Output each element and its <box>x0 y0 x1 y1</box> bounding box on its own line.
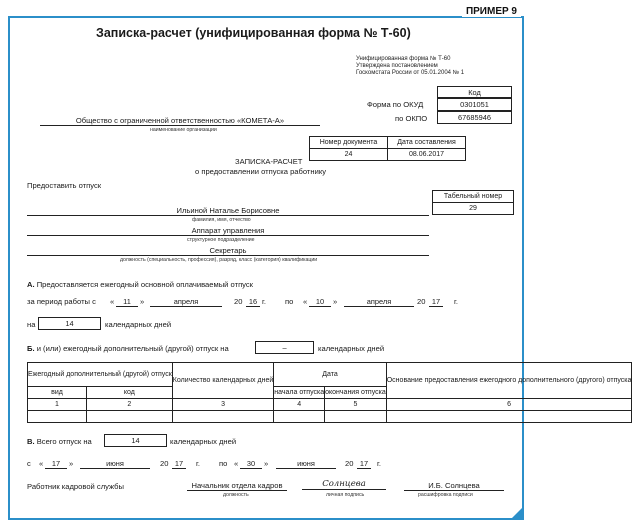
section-a-days-unit: календарных дней <box>105 320 172 329</box>
table-empty-cell <box>386 411 632 423</box>
section-b-days-unit: календарных дней <box>318 344 385 353</box>
doc-date-header: Дата составления <box>388 137 466 149</box>
col-date-end: окончания отпуска <box>325 387 387 399</box>
employee-position-caption: должность (специальность, профессия), разряд, класс (категория) квалификации <box>120 257 318 263</box>
organization-caption: наименование организации <box>150 127 217 133</box>
col-number-3: 3 <box>172 399 273 411</box>
quote-open: « <box>39 459 44 468</box>
table-empty-cell <box>86 411 172 423</box>
section-a-period-prefix: за период работы с <box>27 297 96 306</box>
doc-number-header: Номер документа <box>310 137 388 149</box>
section-v-from-month: июня <box>80 459 150 469</box>
col-number-2: 2 <box>86 399 172 411</box>
section-a-from-day: 11 <box>116 297 138 307</box>
approval-line-1: Унифицированная форма № Т-60 <box>356 56 451 62</box>
col-number-6: 6 <box>386 399 632 411</box>
doc-title: ЗАПИСКА-РАСЧЕТ <box>235 157 303 166</box>
tab-number-header: Табельный номер <box>433 191 514 203</box>
table-empty-cell <box>274 411 325 423</box>
okud-value: 0301051 <box>437 98 512 111</box>
page-fold-corner <box>510 506 524 520</box>
section-v-days-value: 14 <box>104 434 167 447</box>
approval-line-3: Госкомстата России от 05.01.2004 № 1 <box>356 70 465 76</box>
table-empty-cell <box>325 411 387 423</box>
section-v-from-year-prefix: 20 <box>160 459 169 468</box>
employee-name: Ильиной Наталье Борисовне <box>27 206 429 216</box>
table-empty-cell <box>172 411 273 423</box>
quote-open: « <box>234 459 239 468</box>
section-b-days-value: – <box>255 341 314 354</box>
example-tag: ПРИМЕР 9 <box>462 6 521 17</box>
col-basis: Основание предоставления ежегодного дополнительного (другого) отпуска <box>386 363 632 399</box>
section-a-to-year-suffix: г. <box>454 297 458 306</box>
section-v-year-suffix: г. <box>196 459 200 468</box>
col-number-4: 4 <box>274 399 325 411</box>
col-days-count: Количество календарных дней <box>172 363 273 399</box>
employee-department-caption: структурное подразделение <box>187 237 255 243</box>
table-empty-cell <box>28 411 87 423</box>
section-v-from-year: 17 <box>172 459 186 469</box>
quote-close: » <box>333 297 338 306</box>
section-a-from-year-prefix: 20 <box>234 297 243 306</box>
section-v-to-year: 17 <box>357 459 371 469</box>
employee-department: Аппарат управления <box>27 226 429 236</box>
grant-label: Предоставить отпуск <box>27 181 102 190</box>
section-a-from-year: 16 <box>246 297 260 307</box>
col-date: Дата <box>274 363 386 387</box>
section-a-to-month: апреля <box>344 297 414 307</box>
okpo-label: по ОКПО <box>395 114 428 123</box>
additional-leave-table <box>27 362 632 423</box>
section-a-na: на <box>27 320 36 329</box>
col-number-5: 5 <box>325 399 387 411</box>
section-v-to-day: 30 <box>240 459 262 469</box>
section-v-days-unit: календарных дней <box>170 437 237 446</box>
quote-open: « <box>303 297 308 306</box>
section-a-year-suffix: г. <box>262 297 266 306</box>
employee-position: Секретарь <box>27 246 429 256</box>
organization-name: Общество с ограниченной ответственностью «КОМЕТА-А» <box>40 116 320 126</box>
approval-line-2: Утверждена постановлением <box>356 63 438 69</box>
signature-name: И.Б. Солнцева <box>404 481 504 491</box>
section-v-to-month: июня <box>276 459 336 469</box>
signature-position-caption: должность <box>223 492 249 498</box>
tab-number-value: 29 <box>433 203 514 215</box>
quote-open: « <box>110 297 115 306</box>
doc-number-value: 24 <box>310 149 388 161</box>
okud-label: Форма по ОКУД <box>367 100 424 109</box>
codes-header: Код <box>437 86 512 98</box>
doc-date-value: 08.06.2017 <box>388 149 466 161</box>
section-a-heading: А. Предоставляется ежегодный основной оплачиваемый отпуск <box>27 280 254 289</box>
section-a-from-month: апреля <box>150 297 222 307</box>
col-leave-kind: вид <box>28 387 87 399</box>
signature-caption: личная подпись <box>326 492 365 498</box>
section-v-to-prefix: по <box>219 459 228 468</box>
section-b-heading: Б. и (или) ежегодный дополнительный (другой) отпуск на <box>27 344 229 353</box>
section-a-days-value: 14 <box>38 317 101 330</box>
signature-position: Начальник отдела кадров <box>187 481 287 491</box>
quote-close: » <box>140 297 145 306</box>
section-v-to-year-prefix: 20 <box>345 459 354 468</box>
section-a-to-year-prefix: 20 <box>417 297 426 306</box>
col-number-1: 1 <box>28 399 87 411</box>
section-a-to-day: 10 <box>309 297 331 307</box>
signature-handwritten: Солнцева <box>302 479 386 490</box>
document-number-table <box>309 136 466 161</box>
section-a-to-year: 17 <box>429 297 443 307</box>
quote-close: » <box>69 459 74 468</box>
section-a-to-prefix: по <box>285 297 294 306</box>
section-v-to-year-suffix: г. <box>377 459 381 468</box>
quote-close: » <box>264 459 269 468</box>
tab-number-table <box>432 190 514 215</box>
okpo-value: 67685946 <box>437 111 512 124</box>
signature-label: Работник кадровой службы <box>27 482 124 491</box>
signature-name-caption: расшифровка подписи <box>418 492 473 498</box>
doc-subtitle: о предоставлении отпуска работнику <box>195 167 327 176</box>
page-title: Записка-расчет (унифицированная форма № Т-60) <box>96 26 411 40</box>
section-v-from-day: 17 <box>45 459 67 469</box>
col-date-start: начала отпуска <box>274 387 325 399</box>
section-v-s: с <box>27 459 31 468</box>
section-v-heading: В. Всего отпуск на <box>27 437 92 446</box>
col-leave-code: код <box>86 387 172 399</box>
col-leave-type: Ежегодный дополнительный (другой) отпуск <box>28 363 173 387</box>
employee-name-caption: фамилия, имя, отчество <box>192 217 251 223</box>
